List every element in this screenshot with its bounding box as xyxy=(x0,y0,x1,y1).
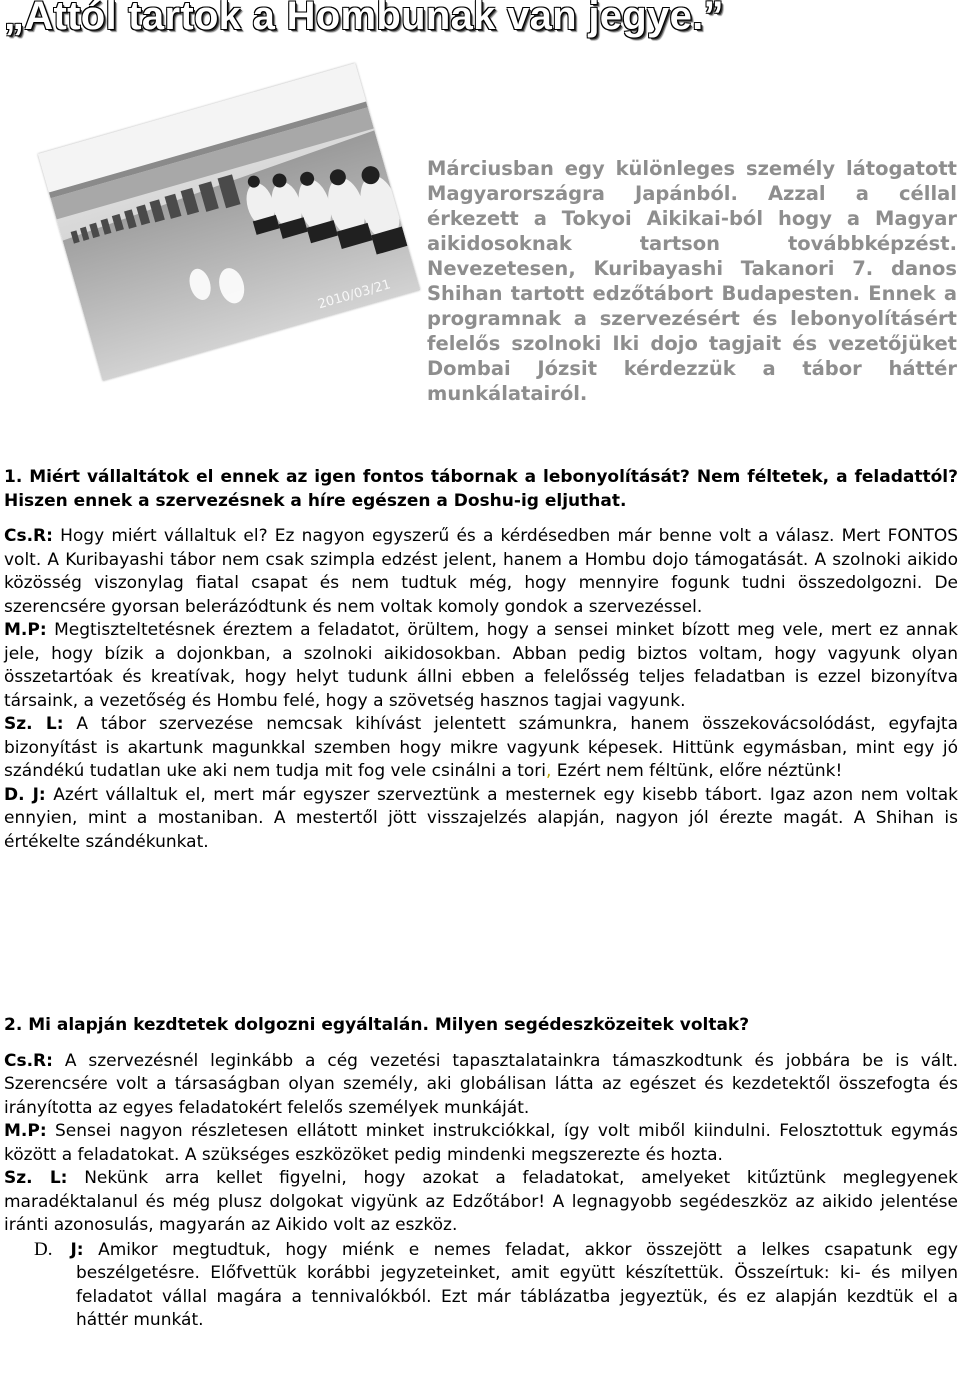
question-block-2 xyxy=(4,1014,958,1333)
speaker-label: J: xyxy=(70,1239,84,1260)
answer-mp-1: M.P: Megtiszteltetésnek éreztem a feladatot, örültem, hogy a sensei minket bízott meg vele, mert ez annak jele, hogy bízik a dojonkban, a szolnoki aikidosokban. Abban pedig biztos voltam, hogy vagyunk olyan összetartóak és kreatívak, hogy helyt tudunk állni ebben a felelősség teljes feladatban is ezzel bizonyítva társaink, a vezetőség és Hombu felé, hogy a szövetség hasznos tagjai vagyunk. xyxy=(4,620,958,711)
dojo-photo-image xyxy=(38,63,420,381)
answer-szl-2: Sz. L: Nekünk arra kellet figyelni, hogy azokat a feladatokat, amelyeket kitűztünk meglegyenek maradéktalanul és még plusz dolgokat vigyünk az Edzőtábor! A legnagyobb segédeszköz az aikido jelentése iránti azonosulás, magyarán az Aikido volt az eszköz. xyxy=(4,1168,958,1235)
photo-date-stamp: 2010/03/21 xyxy=(316,277,393,313)
intro-paragraph: Márciusban egy különleges személy látogatott Magyarországra Japánból. Azzal a céllal érkezett a Tokyoi Aikikai-ból hogy a Magyar aikidosoknak tartson továbbképzést. Nevezetesen, Kuribayashi Takanori 7. danos Shihan tartott edzőtábort Budapesten. Ennek a programnak a szervezésért és lebonyolításért felelős szolnoki Iki dojo tagjait és vezetőjüket Dombai Józsit kérdezzük a tábor háttér munkálatairól. xyxy=(427,157,957,405)
question-1: 1. Miért vállaltátok el ennek az igen fontos tábornak a lebonyolítását? Nem féltetek, a feladattól? Hiszen ennek a szervezésnek a híre egészen a Doshu-ig eljuthat. xyxy=(4,467,958,511)
answer-dj-2: D. J: Amikor megtudtuk, hogy miénk e nemes feladat, akkor összejött a lelkes csapatunk egy beszélgetésre. Előfvettük korábbi jegyzeteinket, amit együtt készítettük. Összeírtuk: ki- és milyen feladatot vállal magára a tennivalókból. Ezt már táblázatba jegyeztük, és ez alapján kezdtük el a háttér munkát. xyxy=(34,1238,958,1330)
speaker-label: Sz. L: xyxy=(4,714,64,734)
speaker-label: M.P: xyxy=(4,620,47,640)
answer-csr-2: Cs.R: A szervezésnél leginkább a cég vezetési tapasztalatainkra támaszkodtunk és jobbára be is vált. Szerencsére volt a társaságban olyan személy, aki globálisan látta az egészet és kezdetektől összefogta és irányította az egyes feladatokért felelős személyek munkáját. xyxy=(4,1050,958,1118)
article-title: „Attól tartok a Hombunak van jegye.” xyxy=(4,0,724,38)
question-2: 2. Mi alapján kezdtetek dolgozni egyáltalán. Milyen segédeszközeitek voltak? xyxy=(4,1015,750,1035)
answer-mp-2: M.P: Sensei nagyon részletesen ellátott minket instrukciókkal, így volt miből kiindulni. Felosztottuk egymás között a feladatokat. A szükséges eszközöket pedig mindenki megszerezte és hozta. xyxy=(4,1121,958,1165)
question-block-1 xyxy=(4,466,958,854)
answer-szl-1: Sz. L: A tábor szervezése nemcsak kihívást jelentett számunkra, hanem összekovácsolódást, egyfajta bizonyítást is akartunk magunkkal szemben hogy mikre vagyunk képesek. Hittünk egymásban, mint egy jó szándékú tudatlan uke aki nem tudja mit fog vele csinálni a tori, Ezért nem féltünk, előre néztünk! xyxy=(4,714,958,781)
photo-frame xyxy=(18,48,426,388)
speaker-label: M.P: xyxy=(4,1121,47,1141)
dojo-photo xyxy=(38,63,420,381)
speaker-label: Sz. L: xyxy=(4,1168,68,1188)
speaker-label: Cs.R: xyxy=(4,1050,53,1071)
answer-csr-1: Cs.R: Hogy miért vállaltuk el? Ez nagyon egyszerű és a kérdésedben már benne volt a válasz. Mert FONTOS volt. A Kuribayashi tábor nem csak szimpla edzést jelent, hanem a Hombu dojo támogatását. A szolnoki aikido közösség viszonylag fiatal csapat és nem tudtuk még, hogy mennyire fogunk tudni összedolgozni. De szerencsére gyorsan belerázódtunk és nem voltak komoly gondok a szervezéssel. xyxy=(4,526,958,617)
speaker-initial: D. xyxy=(34,1238,53,1260)
answer-dj-1: D. J: Azért vállaltuk el, mert már egyszer szerveztünk a mesternek egy kisebb tábort. Igaz azon nem voltak ennyien, mint a mostaniban. A mestertől jött visszajelzés alapján, nagyon jól érezte magát. A Shihan is értékelte szándékunkat. xyxy=(4,784,958,852)
speaker-label: Cs.R: xyxy=(4,526,53,546)
speaker-label: D. J: xyxy=(4,784,46,805)
